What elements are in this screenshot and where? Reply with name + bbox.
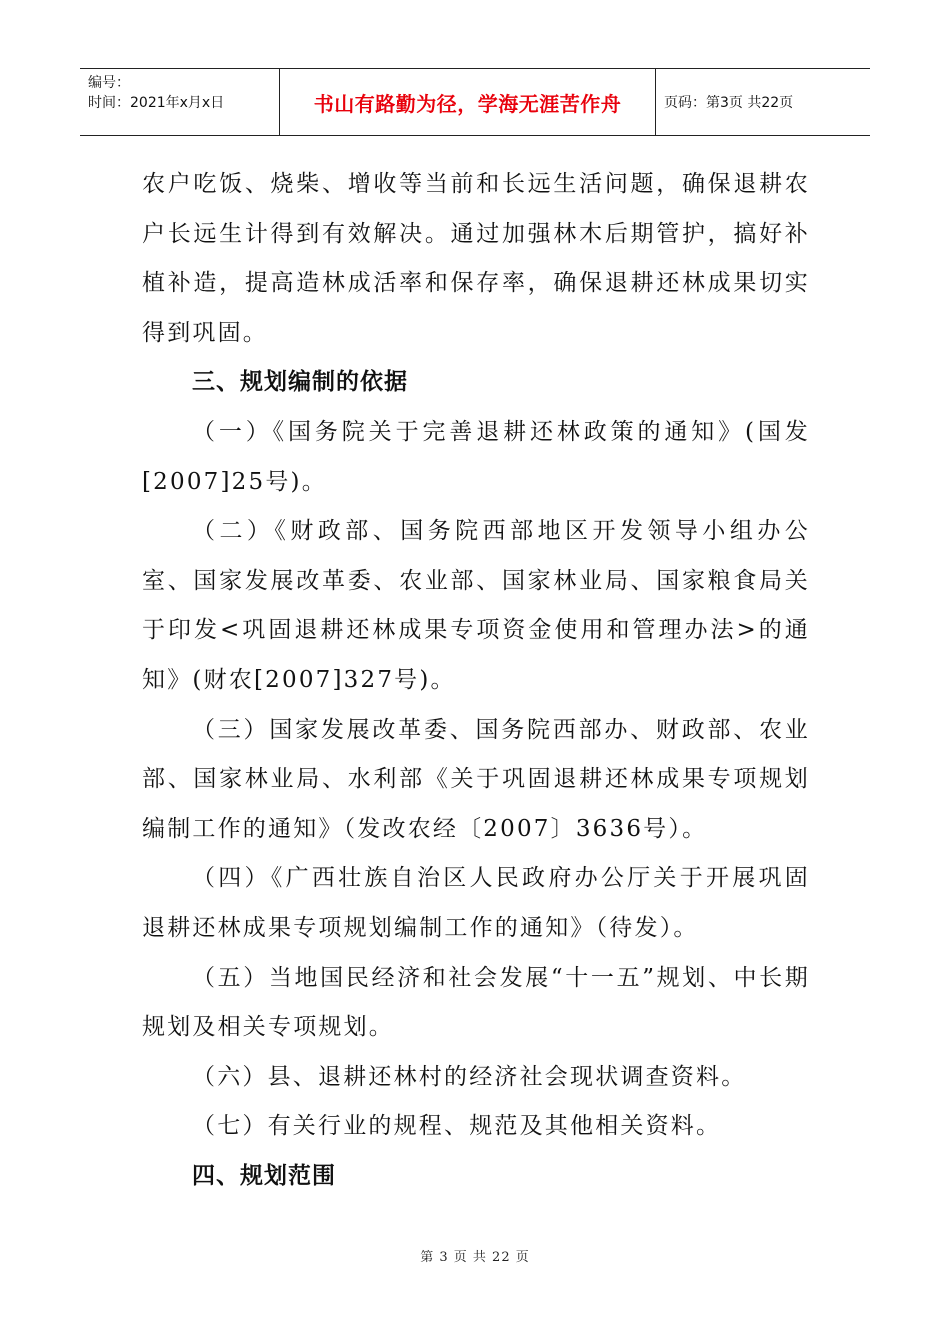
basis-item-5: （五）当地国民经济和社会发展“十一五”规划、中长期规划及相关专项规划。 xyxy=(142,964,810,1041)
document-body xyxy=(142,160,810,1201)
page-header xyxy=(80,68,870,136)
header-meta xyxy=(80,69,280,135)
time-label: 时间：2021年x月x日 xyxy=(88,95,225,111)
basis-item-7: （七）有关行业的规程、规范及其他相关资料。 xyxy=(192,1113,722,1140)
basis-item-1: （一）《国务院关于完善退耕还林政策的通知》(国发[2007]25号)。 xyxy=(142,418,810,495)
paragraph-continuation: 农户吃饭、烧柴、增收等当前和长远生活问题，确保退耕农户长远生计得到有效解决。通过加强林木后期管护，搞好补植补造，提高造林成活率和保存率，确保退耕还林成果切实得到巩固。 xyxy=(142,171,810,346)
header-motto: 书山有路勤为径，学海无涯苦作舟 xyxy=(280,69,656,135)
page-footer: 第 3 页 共 22 页 xyxy=(420,1250,530,1265)
section-heading-4: 四、规划范围 xyxy=(192,1162,336,1189)
header-page-info: 页码：第3页 共22页 xyxy=(664,95,794,111)
basis-item-3: （三）国家发展改革委、国务院西部办、财政部、农业部、国家林业局、水利部《关于巩固退耕还林成果专项规划编制工作的通知》（发改农经〔2007〕3636号）。 xyxy=(142,716,810,842)
number-label: 编号： xyxy=(88,75,130,91)
section-heading-3: 三、规划编制的依据 xyxy=(192,369,408,396)
basis-item-6: （六）县、退耕还林村的经济社会现状调查资料。 xyxy=(192,1063,747,1090)
basis-item-4: （四）《广西壮族自治区人民政府办公厅关于开展巩固退耕还林成果专项规划编制工作的通知》（待发）。 xyxy=(142,865,810,941)
basis-item-2: （二）《财政部、国务院西部地区开发领导小组办公室、国家发展改革委、农业部、国家林业局、国家粮食局关于印发<巩固退耕还林成果专项资金使用和管理办法>的通知》(财农[2007]327号)。 xyxy=(142,518,810,693)
